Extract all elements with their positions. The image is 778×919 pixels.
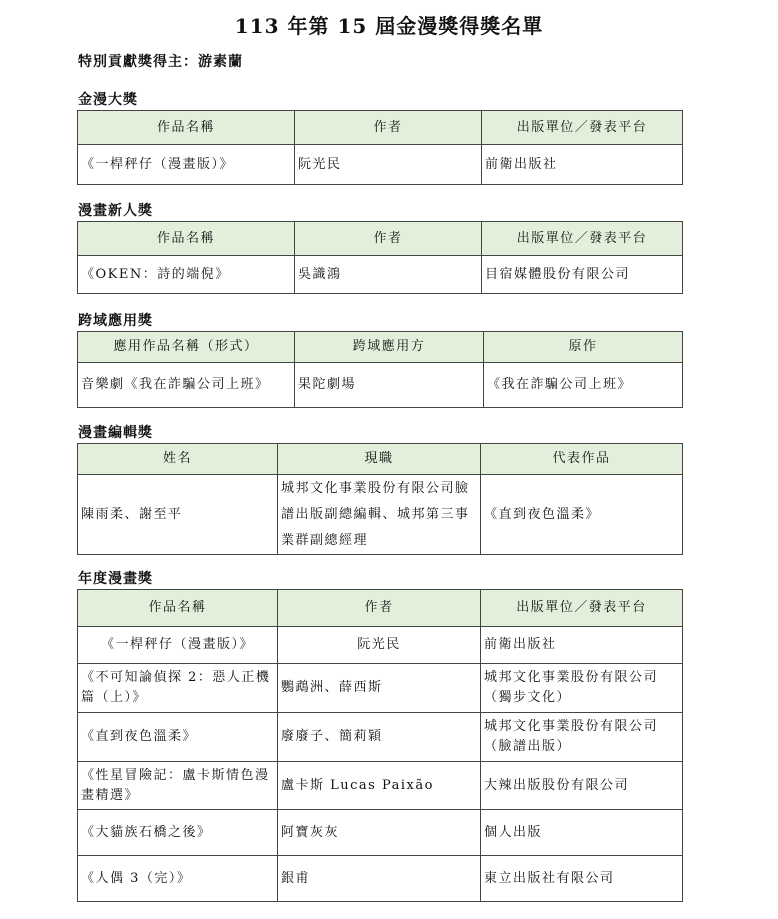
section-title-golden: 金漫大獎 xyxy=(78,92,138,108)
cell-name: 陳雨柔、謝至平 xyxy=(78,475,278,555)
cell-author: 阮光民 xyxy=(278,627,481,664)
header-publisher: 出版單位／發表平台 xyxy=(481,590,683,627)
cell-work: 《一桿秤仔（漫畫版）》 xyxy=(78,145,295,185)
section-title-editor: 漫畫編輯獎 xyxy=(78,425,153,441)
cell-author: 阮光民 xyxy=(295,145,482,185)
header-name: 姓名 xyxy=(78,444,278,475)
cell-publisher: 東立出版社有限公司 xyxy=(481,856,683,902)
cell-author: 盧卡斯 Lucas Paixão xyxy=(278,762,481,810)
table-newcomer xyxy=(77,221,683,294)
table-golden xyxy=(77,110,683,185)
cell-work: 《OKEN：詩的端倪》 xyxy=(78,256,295,294)
table-editor xyxy=(77,443,683,555)
cell-position: 城邦文化事業股份有限公司臉譜出版副總編輯、城邦第三事業群副總經理 xyxy=(278,475,481,555)
table-row xyxy=(78,762,683,810)
table-row xyxy=(78,856,683,902)
cell-publisher: 城邦文化事業股份有限公司（獨步文化） xyxy=(481,664,683,713)
cell-author: 鸚鵡洲、薛西斯 xyxy=(278,664,481,713)
cell-work: 《大貓族石橋之後》 xyxy=(78,810,278,856)
table-row xyxy=(78,627,683,664)
cell-representative-work: 《直到夜色溫柔》 xyxy=(481,475,683,555)
header-publisher: 出版單位／發表平台 xyxy=(482,222,683,256)
table-yearly xyxy=(77,589,683,902)
header-author: 作者 xyxy=(278,590,481,627)
cell-author: 廢廢子、簡莉穎 xyxy=(278,713,481,762)
header-position: 現職 xyxy=(278,444,481,475)
cell-original: 《我在詐騙公司上班》 xyxy=(484,363,683,408)
table-row xyxy=(78,475,683,555)
cell-applied-work: 音樂劇《我在詐騙公司上班》 xyxy=(78,363,295,408)
cell-publisher: 前衛出版社 xyxy=(482,145,683,185)
section-title-yearly: 年度漫畫獎 xyxy=(78,571,153,587)
header-representative-work: 代表作品 xyxy=(481,444,683,475)
cell-publisher: 大辣出版股份有限公司 xyxy=(481,762,683,810)
cell-publisher: 目宿媒體股份有限公司 xyxy=(482,256,683,294)
header-applied-work: 應用作品名稱（形式） xyxy=(78,332,295,363)
table-row xyxy=(78,810,683,856)
cell-author: 吳識鴻 xyxy=(295,256,482,294)
table-row xyxy=(78,256,683,294)
cell-applicant: 果陀劇場 xyxy=(295,363,484,408)
table-row xyxy=(78,664,683,713)
table-crossover xyxy=(77,331,683,408)
cell-work: 《性星冒險記：盧卡斯情色漫畫精選》 xyxy=(78,762,278,810)
section-title-newcomer: 漫畫新人獎 xyxy=(78,203,153,219)
header-applicant: 跨域應用方 xyxy=(295,332,484,363)
cell-publisher: 城邦文化事業股份有限公司（臉譜出版） xyxy=(481,713,683,762)
table-row xyxy=(78,145,683,185)
cell-publisher: 個人出版 xyxy=(481,810,683,856)
cell-work: 《一桿秤仔（漫畫版）》 xyxy=(78,627,278,664)
header-work: 作品名稱 xyxy=(78,111,295,145)
header-author: 作者 xyxy=(295,111,482,145)
page-title: 113 年第 15 屆金漫獎得獎名單 xyxy=(234,14,544,38)
cell-author: 銀甫 xyxy=(278,856,481,902)
header-work: 作品名稱 xyxy=(78,222,295,256)
cell-publisher: 前衛出版社 xyxy=(481,627,683,664)
table-row xyxy=(78,363,683,408)
table-row xyxy=(78,713,683,762)
cell-author: 阿寶灰灰 xyxy=(278,810,481,856)
cell-work: 《人偶 3（完）》 xyxy=(78,856,278,902)
section-title-crossover: 跨域應用獎 xyxy=(78,313,153,329)
cell-work: 《直到夜色溫柔》 xyxy=(78,713,278,762)
cell-work: 《不可知論偵探 2：惡人正機篇（上）》 xyxy=(78,664,278,713)
header-original: 原作 xyxy=(484,332,683,363)
header-work: 作品名稱 xyxy=(78,590,278,627)
header-publisher: 出版單位／發表平台 xyxy=(482,111,683,145)
special-award-line: 特別貢獻獎得主：游素蘭 xyxy=(78,54,243,70)
header-author: 作者 xyxy=(295,222,482,256)
